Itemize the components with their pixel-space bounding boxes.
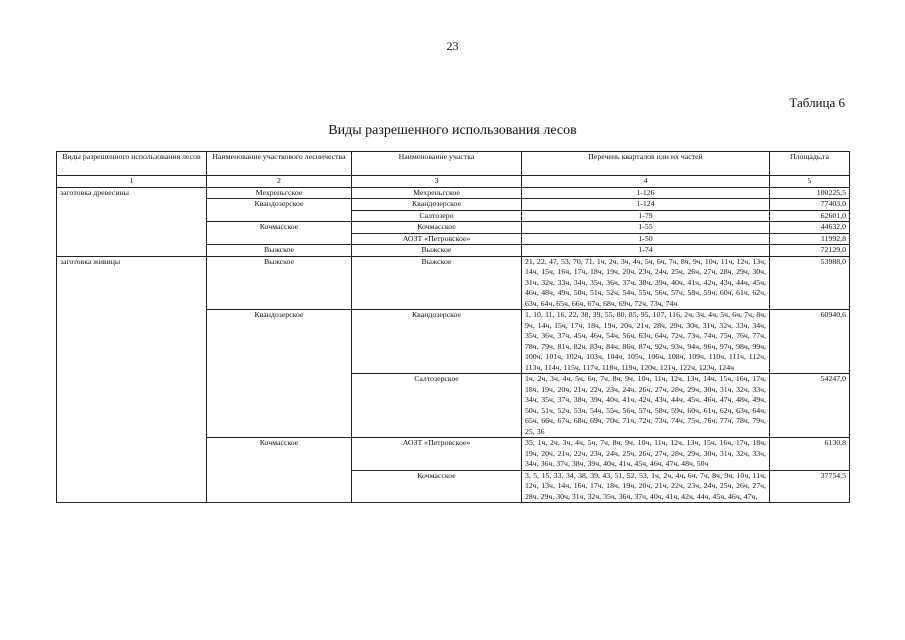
forestry-cell: Выжское: [207, 245, 352, 257]
header-row: [57, 152, 850, 176]
column-number: 1: [57, 176, 207, 188]
quarters-cell: 1ч, 2ч, 3ч, 4ч, 5ч, 6ч, 7ч, 8ч, 9ч, 10ч, 11ч, 12ч, 13ч, 14ч, 15ч, 16ч, 17ч, 18ч, 19ч, 20ч, 21ч, 22ч, 23ч, 24ч, 26ч, 27ч, 28ч, 29ч, 30ч, 31ч, 32ч, 33ч, 34ч, 35ч, 37ч, 38ч, 39ч, 40ч, 41ч, 42ч, 43ч, 44ч, 45ч, 46ч, 47ч, 48ч, 49ч, 50ч, 51ч, 52ч, 53ч, 54ч, 55ч, 56ч, 57ч, 58ч, 59ч, 60ч, 61ч, 62ч, 63ч, 64ч, 65ч, 66ч, 67ч, 68ч, 69ч, 70ч, 71ч, 72ч, 73ч, 74ч, 75ч, 76ч, 77ч, 78ч, 79ч, 25, 36: [522, 374, 770, 438]
site-cell: Выжское: [352, 256, 522, 310]
forestry-cell: Кочмасское: [207, 438, 352, 503]
forestry-cell: Мехреньгское: [207, 187, 352, 199]
header-quarters: Перечень кварталов или их частей: [522, 152, 770, 176]
use-type-cell: заготовка древесины: [57, 187, 207, 256]
quarters-cell: 1-126: [522, 187, 770, 199]
table-row: [57, 187, 850, 199]
site-cell: Мехреньгское: [352, 187, 522, 199]
column-number-row: [57, 176, 850, 188]
site-cell: Квандозерское: [352, 199, 522, 211]
quarters-cell: 1, 10, 11, 16, 22, 38, 39, 55, 80, 85, 95, 107, 116, 2ч, 3ч, 4ч, 5ч, 6ч, 7ч, 8ч, 9ч, 14ч, 15ч, 17ч, 18ч, 19ч, 20ч, 21ч, 28ч, 29ч, 30ч, 31ч, 32ч, 33ч, 34ч, 35ч, 36ч, 37ч, 45ч, 46ч, 54ч, 56ч, 63ч, 64ч, 72ч, 73ч, 74ч, 75ч, 76ч, 77ч, 78ч, 79ч, 81ч, 82ч, 83ч, 84ч, 86ч, 87ч, 92ч, 93ч, 94ч, 96ч, 97ч, 98ч, 99ч, 100ч, 101ч, 102ч, 103ч, 104ч, 105ч, 106ч, 108ч, 109ч, 110ч, 111ч, 112ч, 113ч, 114ч, 115ч, 117ч, 118ч, 119ч, 120ч, 121ч, 122ч, 123ч, 124ч: [522, 310, 770, 374]
document-title: Виды разрешенного использования лесов: [328, 123, 577, 138]
site-cell: Квандозерское: [352, 310, 522, 374]
area-cell: 62601,0: [770, 210, 850, 222]
header-forestry: Наименование участкового лесничества: [207, 152, 352, 176]
column-number: 2: [207, 176, 352, 188]
quarters-cell: 1-50: [522, 233, 770, 245]
area-cell: 54247,0: [770, 374, 850, 438]
column-number: 4: [522, 176, 770, 188]
table-row: [57, 256, 850, 310]
area-cell: 77403,0: [770, 199, 850, 211]
quarters-cell: 1-124: [522, 199, 770, 211]
quarters-cell: 3, 5, 15, 33, 34, 38, 39, 43, 51, 52, 53, 1ч, 2ч, 4ч, 6ч, 7ч, 8ч, 9ч, 10ч, 11ч, 12ч, 13ч, 14ч, 16ч, 17ч, 18ч, 19ч, 20ч, 21ч, 22ч, 23ч, 24ч, 25ч, 26ч, 27ч, 28ч, 29ч, 30ч, 31ч, 32ч, 35ч, 36ч, 37ч, 40ч, 41ч, 42ч, 44ч, 45ч, 46ч, 47ч,: [522, 470, 770, 503]
site-cell: Кочмасское: [352, 222, 522, 234]
quarters-cell: 21, 22, 47, 53, 70, 71, 1ч, 2ч, 3ч, 4ч, 5ч, 6ч, 7ч, 8ч, 9ч, 10ч, 11ч, 12ч, 13ч, 14ч, 15ч, 16ч, 17ч, 18ч, 19ч, 20ч, 23ч, 24ч, 25ч, 26ч, 27ч, 28ч, 29ч, 30ч, 31ч, 32ч, 33ч, 34ч, 35ч, 36ч, 37ч, 38ч, 39ч, 40ч, 41ч, 42ч, 43ч, 44ч, 45ч, 46ч, 48ч, 49ч, 50ч, 51ч, 52ч, 54ч, 55ч, 56ч, 57ч, 58ч, 59ч, 60ч, 61ч, 62ч, 63ч, 64ч, 65ч, 66ч, 67ч, 68ч, 69ч, 72ч, 73ч, 74ч: [522, 256, 770, 310]
use-type-cell: заготовка живицы: [57, 256, 207, 503]
column-number: 5: [770, 176, 850, 188]
area-cell: 100225,5: [770, 187, 850, 199]
quarters-cell: 1-79: [522, 210, 770, 222]
forestry-cell: Кочмасское: [207, 222, 352, 245]
column-number: 3: [352, 176, 522, 188]
header-area: Площадь,га: [770, 152, 850, 176]
page-number: 23: [446, 39, 459, 53]
quarters-cell: 1-55: [522, 222, 770, 234]
site-cell: Салтозеро: [352, 210, 522, 222]
area-cell: 60940,6: [770, 310, 850, 374]
area-cell: 37754,5: [770, 470, 850, 503]
site-cell: Выжское: [352, 245, 522, 257]
quarters-cell: 35, 1ч, 2ч, 3ч, 4ч, 5ч, 7ч, 8ч, 9ч, 10ч, 11ч, 12ч, 13ч, 15ч, 16ч, 17ч, 18ч, 19ч, 20ч, 21ч, 22ч, 23ч, 24ч, 25ч, 26ч, 27ч, 28ч, 29ч, 30ч, 31ч, 32ч, 33ч, 34ч, 36ч, 37ч, 38ч, 39ч, 40ч, 41ч, 45ч, 46ч, 47ч, 48ч, 50ч: [522, 438, 770, 471]
table-label: Таблица 6: [789, 95, 845, 110]
site-cell: Кочмасское: [352, 470, 522, 503]
site-cell: АОЗТ «Петровское»: [352, 438, 522, 471]
forestry-cell: Выжское: [207, 256, 352, 310]
forestry-cell: Квандозерское: [207, 199, 352, 222]
quarters-cell: 1-74: [522, 245, 770, 257]
site-cell: Салтозерское: [352, 374, 522, 438]
site-cell: АОЗТ «Петровское»: [352, 233, 522, 245]
area-cell: 11992,8: [770, 233, 850, 245]
area-cell: 53988,0: [770, 256, 850, 310]
area-cell: 6130,8: [770, 438, 850, 471]
forest-use-table: [56, 151, 850, 503]
header-use-type: Виды разрешенного использования лесов: [57, 152, 207, 176]
header-site: Наименование участка: [352, 152, 522, 176]
area-cell: 72129,0: [770, 245, 850, 257]
forestry-cell: Квандозерское: [207, 310, 352, 438]
area-cell: 44632,0: [770, 222, 850, 234]
